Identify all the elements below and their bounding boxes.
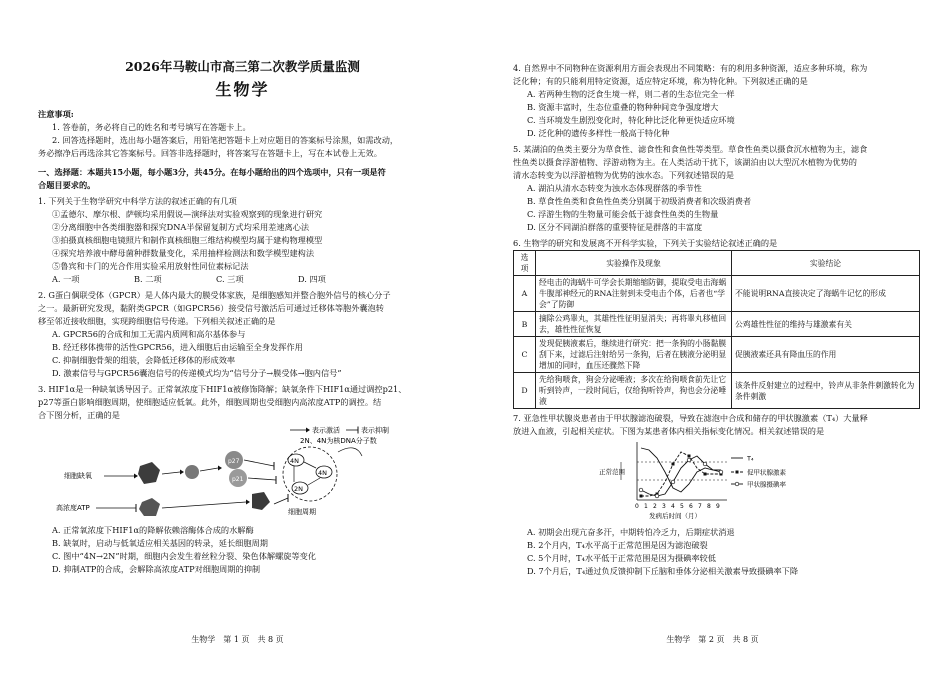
notice-item-1: 1. 答卷前，务必将自己的姓名和考号填写在答题卡上。 (52, 122, 251, 132)
q2-option-a: A. GPCR56的合成和加工无需内质网和高尔基体参与 (52, 329, 246, 339)
q2-option-b: B. 经迁移体携带的活性GPCR56，进入细胞后由运输至全身发挥作用 (52, 342, 303, 352)
legend-t4: T₄ (747, 454, 754, 463)
x-tick: 4 (671, 503, 675, 510)
legend-iodine: 甲状腺摄碘率 (747, 480, 786, 489)
question-6 (513, 237, 920, 409)
q6-row-result: 不能说明RNA直接决定了海蜗牛记忆的形成 (732, 276, 920, 312)
q3-option-b: B. 缺氧时，启动与低氧适应相关基因的转录，延长细胞周期 (52, 538, 268, 548)
subject-title: 生物学 (215, 80, 270, 99)
q2-option-c: C. 抑制细胞骨架的组装，会降低迁移体的形成效率 (52, 355, 236, 365)
q1-options (38, 273, 447, 286)
legend-dna-note: 2N、4N为核DNA分子数 (300, 437, 377, 445)
q3-stem-line: 合下图分析，正确的是 (38, 410, 120, 420)
q1-option-a: A. 一项 (52, 274, 80, 284)
q6-row-result: 公鸡雄性性征的维持与雄激素有关 (732, 312, 920, 337)
notice-item-3: 务必擦净后再选涂其它答案标号。回答非选择题时，将答案写在答题卡上，写在本试卷上无效。 (38, 148, 382, 158)
x-tick: 0 (635, 503, 639, 510)
q2-stem-line: 2. G蛋白偶联受体（GPCR）是人体内最大的膜受体家族，是细胞感知并整合胞外信号的核心分子 (38, 290, 391, 300)
q6-row-option: D (514, 373, 536, 409)
normal-range-label: 正常范围 (599, 468, 625, 476)
t4-curve (641, 448, 721, 492)
page-2-footer: 生物学 第 2 页 共 8 页 (666, 635, 759, 644)
label-cell-cycle: 细胞周期 (288, 508, 316, 516)
tsh-curve (641, 452, 721, 496)
q1-item: ④探究培养液中酵母菌种群数量变化，采用抽样检测法和数学模型建构法 (52, 248, 315, 258)
stage-4n-a: 4N (290, 457, 299, 465)
q4-option-b: B. 资源丰富时，生态位重叠的物种种间竞争强度增大 (527, 102, 719, 112)
q6-row-operation: 先给狗喂食，狗会分泌唾液；多次在给狗喂食前先让它听到铃声，一段时间后，仅给狗听铃声，狗也会分泌唾液 (536, 373, 732, 409)
q1-option-c: C. 三项 (216, 274, 244, 284)
question-3 (38, 383, 447, 576)
section-heading-2: 合题目要求的。 (38, 180, 96, 190)
q1-stem: 1. 下列关于生物学研究中科学方法的叙述正确的有几项 (38, 196, 237, 206)
p21-label: p21 (232, 476, 244, 483)
q1-option-d: D. 四项 (298, 274, 326, 284)
q6-header-operation: 实验操作及现象 (536, 251, 732, 276)
q6-row-result: 促胰液素还具有降血压的作用 (732, 337, 920, 373)
q1-item: ②分离细胞中各类细胞器和探究DNA半保留复制方式均采用差速离心法 (52, 222, 310, 232)
exam-title: 2026年马鞍山市高三第二次教学质量监测 (125, 59, 360, 74)
q4-option-a: A. 若两种生物的泛食生境一样，则二者的生态位完全一样 (527, 89, 735, 99)
q1-option-b: B. 二项 (134, 274, 162, 284)
label-hypoxia: 细胞缺氧 (64, 472, 92, 480)
table-row (514, 276, 920, 312)
q7-option-c: C. 5个月时，T₄水平低于正常范围是因为摄碘率较低 (527, 553, 716, 563)
x-axis-label: 发病后时间（月） (649, 512, 701, 520)
q6-row-operation: 发现促胰液素后，继续进行研究：把一条狗的小肠黏膜刮下来，过滤后注射给另一条狗，后者在胰液分泌明显增加的同时，血压还骤然下降 (536, 337, 732, 373)
q5-option-b: B. 草食性鱼类和食鱼性鱼类分别属于初级消费者和次级消费者 (527, 196, 752, 206)
q4-option-d: D. 泛化种的遗传多样性一般高于特化种 (527, 128, 670, 138)
gene-icon (185, 465, 199, 479)
q5-option-d: D. 区分不同湖泊群落的重要特征是群落的丰富度 (527, 222, 703, 232)
q7-option-b: B. 2个月内，T₄水平高于正常范围是因为滤泡破裂 (527, 540, 708, 550)
label-high-atp: 高浓度ATP (56, 504, 90, 512)
q6-row-option: A (514, 276, 536, 312)
question-5 (513, 143, 920, 234)
q2-option-d: D. 激素信号与GPCR56囊泡信号的传递模式均为“信号分子→膜受体→胞内信号” (52, 368, 342, 378)
table-row (514, 312, 920, 337)
q1-item: ⑤鲁宾和卡门的光合作用实验采用放射性同位素标记法 (52, 261, 249, 271)
question-1 (38, 195, 447, 286)
legend-tsh: 促甲状腺激素 (747, 468, 786, 477)
question-4 (513, 62, 920, 140)
page-2 (475, 0, 950, 674)
cycle-regulator-icon (252, 492, 270, 510)
q5-option-c: C. 浮游生物的生物量可能会低于滤食性鱼类的生物量 (527, 209, 719, 219)
x-tick: 7 (698, 503, 702, 510)
x-tick: 9 (716, 503, 720, 510)
q6-table (513, 250, 920, 409)
question-2 (38, 289, 447, 380)
q4-option-c: C. 当环境发生剧烈变化时，特化种比泛化种更快适应环境 (527, 115, 735, 125)
q6-row-operation: 经电击的海蜗牛可学会长期缩缩防御，提取受电击海蜗牛腹部神经元的RNA注射到未受电击个体，后者也“学会”了防御 (536, 276, 732, 312)
diagram-legend (290, 426, 389, 446)
q1-item: ③拍摄真核细胞电镜照片和制作真核细胞三维结构模型均属于建构物理模型 (52, 235, 323, 245)
tsh-points (640, 455, 723, 498)
q3-option-c: C. 图中“4N→2N”时期，细胞内会发生着丝粒分裂、染色体解螺旋等变化 (52, 551, 317, 561)
legend-inhibit: 表示抑制 (361, 426, 389, 435)
q7-stem-line: 放进入血液，引起相关症状。下图为某患者体内相关指标变化情况。相关叙述错误的是 (513, 426, 825, 436)
q6-row-operation: 摘除公鸡睾丸，其雄性性征明显消失；再将睾丸移植回去，雄性性征恢复 (536, 312, 732, 337)
hif1a-protein-icon (138, 462, 160, 484)
q4-stem-line: 4. 自然界中不同物种在资源利用方面会表现出不同策略：有的利用多种资源，适应多种环境，称为 (513, 63, 868, 73)
q7-chart (513, 438, 920, 522)
table-row (514, 337, 920, 373)
notice-heading: 注意事项: (38, 109, 74, 119)
q3-stem-line: 3. HIF1α是一种缺氧诱导因子。正常氧浓度下HIF1α被修饰降解；缺氧条件下HIF1α通过调控p21、 (38, 384, 407, 394)
page-1-footer: 生物学 第 1 页 共 8 页 (191, 635, 284, 644)
table-row (514, 373, 920, 409)
p27-label: p27 (228, 458, 240, 465)
q7-option-d: D. 7个月后，T₄通过负反馈抑制下丘脑和垂体分泌相关激素导致摄碘率下降 (527, 566, 799, 576)
stage-4n-b: 4N (318, 469, 327, 477)
q3-stem-line: p27等蛋白影响细胞周期，使细胞适应低氧。此外，细胞周期也受细胞内高浓度ATP的调控。结 (38, 397, 382, 407)
hif1a-diagram (38, 422, 447, 520)
atp-target-protein-icon (139, 498, 160, 516)
q6-header-result: 实验结论 (732, 251, 920, 276)
q6-stem: 6. 生物学的研究和发展离不开科学实验，下列关于实验结论叙述正确的是 (513, 238, 778, 248)
q2-stem-line: 移至邻近接收细胞，实现跨细胞信号传递。下列相关叙述正确的是 (38, 316, 276, 326)
x-tick: 8 (707, 503, 711, 510)
q5-stem-line: 清水态转变为以浮游植物为优势的浊水态。下列叙述错误的是 (513, 170, 735, 180)
q6-row-option: B (514, 312, 536, 337)
x-tick: 6 (689, 503, 693, 510)
q5-stem-line: 5. 某湖泊的鱼类主要分为草食性、滤食性和食鱼性等类型。草食性鱼类以摄食沉水植物为主，滤食 (513, 144, 868, 154)
section-heading: 一、选择题：本题共15小题，每小题3分，共45分。在每小题给出的四个选项中，只有一项是符 (38, 167, 386, 177)
notice-item-2: 2. 回答选择题时，选出每小题答案后，用铅笔把答题卡上对应题目的答案标号涂黑，如需改动， (52, 135, 399, 145)
q3-option-a: A. 正常氧浓度下HIF1α的降解依赖溶酶体合成的水解酶 (52, 525, 254, 535)
q6-row-result: 该条件反射建立的过程中，铃声从非条件刺激转化为条件刺激 (732, 373, 920, 409)
q7-option-a: A. 初期会出现亢奋多汗，中期转怕冷乏力，后期症状消退 (527, 527, 735, 537)
legend-activate: 表示激活 (312, 426, 340, 435)
x-tick: 2 (653, 503, 657, 510)
x-tick: 5 (680, 503, 684, 510)
stage-2n: 2N (294, 485, 303, 493)
q5-stem-line: 性鱼类以摄食浮游植物、浮游动物为主。在人类活动干扰下，该湖泊由以大型沉水植物为优势的 (513, 157, 857, 167)
q5-option-a: A. 湖泊从清水态转变为浊水态体现群落的季节性 (527, 183, 702, 193)
q2-stem-line: 之一。最新研究发现，黏附类GPCR（如GPCR56）接受信号激活后可通过迁移体等胞外囊泡转 (38, 303, 384, 313)
q3-option-d: D. 抑制ATP的合成，会解除高浓度ATP对细胞周期的抑制 (52, 564, 261, 574)
question-7 (513, 412, 920, 578)
x-tick: 3 (662, 503, 666, 510)
page-2-content (513, 62, 920, 578)
x-tick: 1 (644, 503, 648, 510)
q6-header-option: 选项 (514, 251, 536, 276)
q6-row-option: C (514, 337, 536, 373)
q4-stem-line: 泛化种；有的只能利用特定资源，适应特定环境，称为特化种。下列叙述正确的是 (513, 76, 808, 86)
q7-stem-line: 7. 亚急性甲状腺炎患者由于甲状腺滤泡破裂，导致在滤泡中合成和储存的甲状腺激素（T₄）大量释 (513, 413, 868, 423)
q1-item: ①孟德尔、摩尔根、萨顿均采用假说—演绎法对实验观察到的现象进行研究 (52, 209, 323, 219)
page-1-content (38, 58, 447, 576)
